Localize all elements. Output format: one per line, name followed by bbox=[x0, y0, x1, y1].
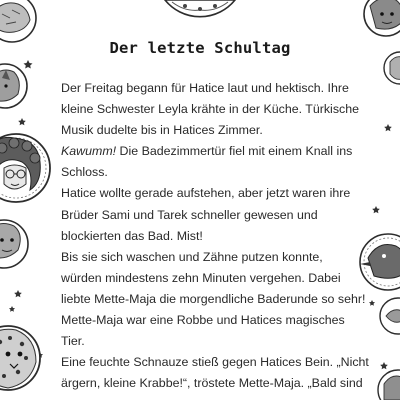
right-fish-medallion-illustration bbox=[380, 298, 400, 334]
top-medallion-illustration bbox=[165, 0, 235, 17]
text-line: Der Freitag begann für Hatice laut und hektisch. Ihre bbox=[61, 81, 349, 95]
right-crow-medallion-illustration bbox=[360, 234, 400, 290]
top-right-portrait-medallion-illustration bbox=[364, 0, 400, 36]
leopard-medallion-illustration bbox=[0, 326, 40, 390]
text-line: ärgern, kleine Krabbe!“, tröstete Mette-Maja. „Bald sind bbox=[61, 376, 363, 391]
left-medallion-cat-illustration bbox=[0, 64, 27, 108]
bottom-right-medallion-illustration bbox=[378, 370, 400, 400]
sound-effect-word: Kawumm! bbox=[61, 144, 117, 159]
text-line: Musik dudelte bis in Hatices Zimmer. bbox=[61, 123, 263, 138]
text-line: Hatice wollte gerade aufstehen, aber jetzt waren ihre bbox=[61, 186, 351, 201]
left-portrait-medallion-illustration bbox=[0, 134, 50, 202]
text-line: würden mindestens zehn Minuten vergehen. Dabei bbox=[61, 270, 341, 285]
text-line: Brüder Sami und Tarek schneller gewesen und bbox=[61, 207, 318, 222]
text-line: Bis sie sich waschen und Zähne putzen konnte, bbox=[61, 249, 323, 264]
text-line: Eine feuchte Schnauze stieß gegen Hatices Bein. „Nicht bbox=[61, 355, 369, 370]
text-line: Tier. bbox=[61, 334, 85, 349]
top-left-medallion-illustration bbox=[0, 0, 36, 42]
text-line: kleine Schwester Leyla krähte in der Küche. Türkische bbox=[61, 102, 359, 117]
text-line: blockierten das Bad. Mist! bbox=[61, 228, 203, 243]
text-line: Kawumm! Die Badezimmertür fiel mit einem Knall ins bbox=[61, 144, 353, 159]
chapter-body bbox=[61, 78, 369, 394]
text-line: liebte Mette-Maja die morgendliche Baderunde so sehr! bbox=[61, 291, 366, 306]
text-line: Schloss. bbox=[61, 165, 108, 180]
text-line: Mette-Maja war eine Robbe und Hatices magisches bbox=[61, 313, 345, 328]
chapter-title: Der letzte Schultag bbox=[109, 39, 291, 57]
left-child-medallion-illustration bbox=[0, 220, 28, 268]
